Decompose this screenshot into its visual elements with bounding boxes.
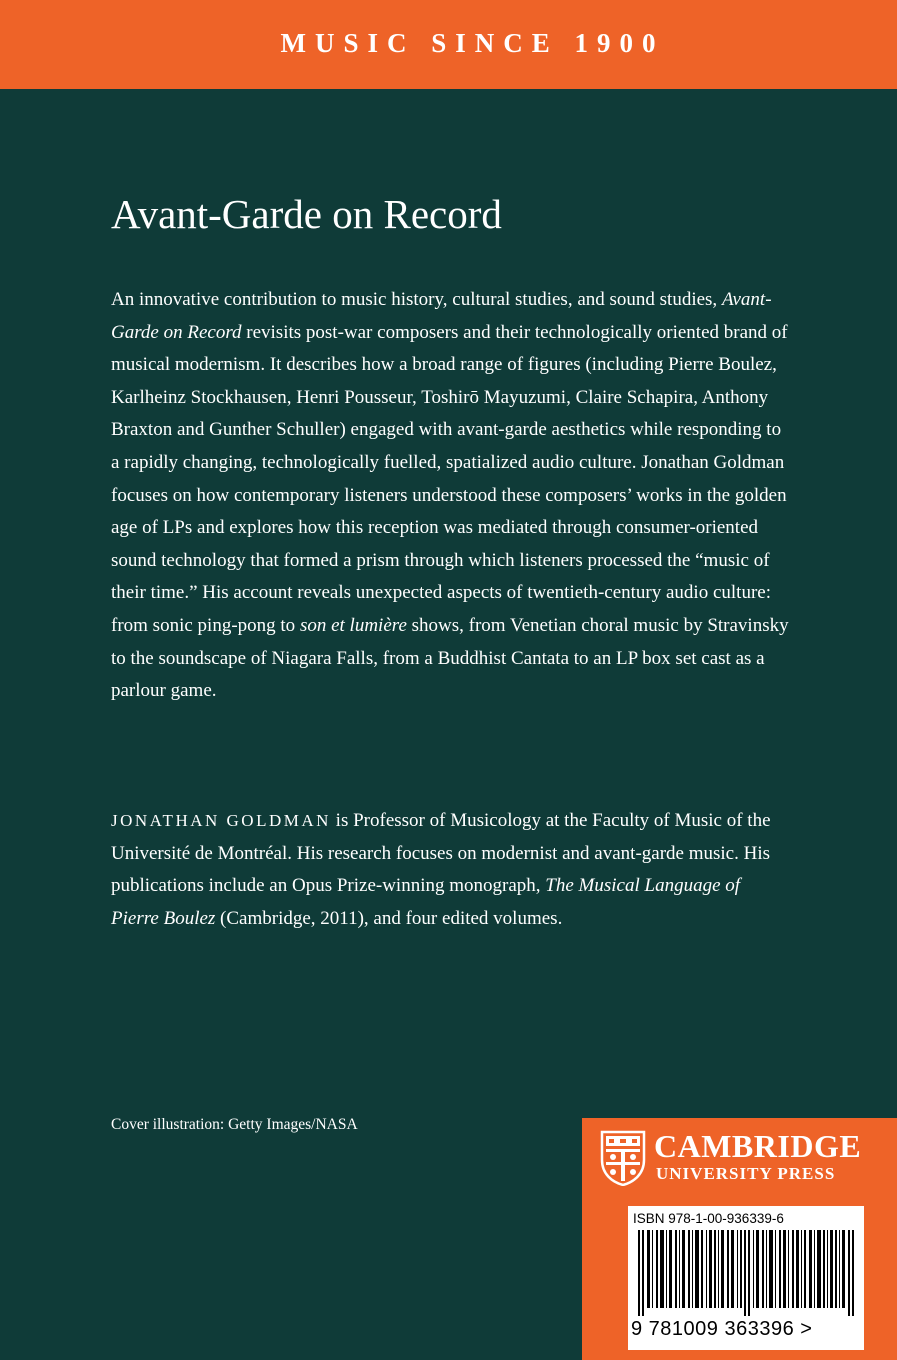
blurb-son-et-lumiere: son et lumière — [299, 614, 407, 636]
bio-text-1: is Professor of Musicology at the Faculty of Music of the Université de Montréal. His research focuses on modernist and avant-garde music. His publications include an Opus Prize-winning monograph, — [111, 810, 771, 897]
book-title: Avant-Garde on Record — [111, 191, 502, 237]
blurb-text-1: An innovative contribution to music history, cultural studies, and sound studies, — [111, 289, 722, 310]
publisher-subname: UNIVERSITY PRESS — [656, 1164, 836, 1183]
isbn-barcode — [628, 1206, 864, 1350]
blurb-book-title: Avant-Garde on Record — [111, 289, 772, 343]
publisher-name: CAMBRIDGE — [654, 1128, 862, 1164]
cover-credit: Cover illustration: Getty Images/NASA — [111, 1116, 358, 1133]
isbn-label: ISBN 978-1-00-936339-6 — [633, 1211, 784, 1226]
series-banner — [0, 0, 897, 89]
barcode-digits: 9 781009 363396 > — [631, 1318, 813, 1340]
cambridge-crest-icon — [600, 1130, 646, 1186]
author-bio — [111, 805, 791, 935]
barcode-icon — [636, 1230, 858, 1316]
publisher-block — [582, 1118, 897, 1360]
author-name: JONATHAN GOLDMAN — [111, 811, 331, 830]
bio-book-title: The Musical Language of Pierre Boulez — [111, 875, 741, 929]
bio-text-2: (Cambridge, 2011), and four edited volumes. — [215, 907, 563, 929]
series-title: MUSIC SINCE 1900 — [280, 28, 665, 58]
blurb-text-3: shows, from Venetian choral music by Stravinsky to the soundscape of Niagara Falls, from a Buddhist Cantata to an LP box set cast as a parlour game. — [111, 614, 789, 702]
blurb-paragraph — [111, 284, 791, 708]
blurb-text-2: revisits post-war composers and their technologically oriented brand of musical modernism. It describes how a broad range of figures (including Pierre Boulez, Karlheinz Stockhausen, Henri Pousseur, Toshirō Mayuzumi, Claire Schapira, Anthony Braxton and Gunther Schuller) engaged with avant-garde aesthetics while responding to a rapidly changing, technologically fuelled, spatialized audio culture. Jonathan Goldman focuses on how contemporary listeners understood these composers’ works in the golden age of LPs and explores how this reception was mediated through consumer-oriented sound technology that formed a prism through which listeners processed the “music of their time.” His account reveals unexpected aspects of twentieth-century audio culture: from sonic ping-pong to — [111, 321, 788, 636]
